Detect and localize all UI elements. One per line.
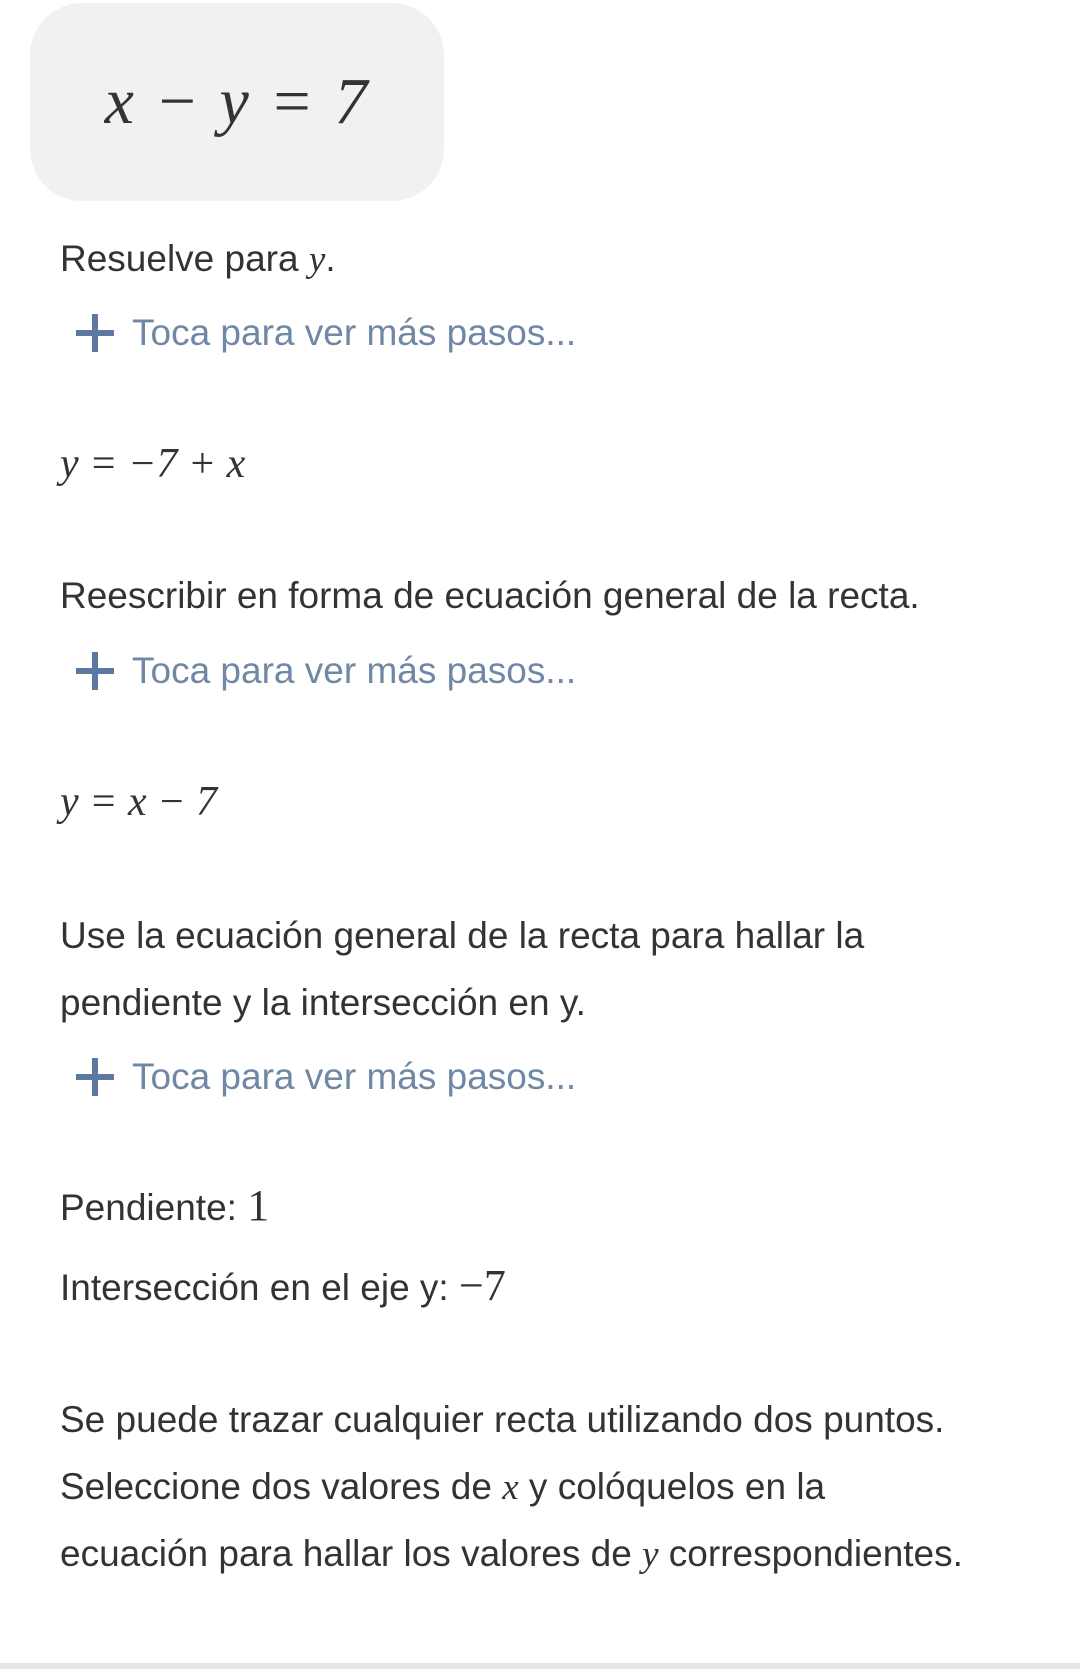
intercept-result bbox=[60, 1260, 506, 1311]
step-1-instruction-suffix: . bbox=[325, 238, 336, 279]
problem-equation: x − y = 7 bbox=[104, 65, 370, 138]
slope-result bbox=[60, 1180, 269, 1231]
slope-value: 1 bbox=[247, 1181, 270, 1230]
step-3-expand-button[interactable] bbox=[76, 1056, 576, 1098]
bottom-divider bbox=[0, 1663, 1080, 1669]
final-line-3-var: y bbox=[642, 1534, 659, 1575]
step-1-result: y = −7 + x bbox=[60, 441, 246, 487]
step-2-expand-button[interactable] bbox=[76, 650, 576, 692]
intercept-value: −7 bbox=[459, 1261, 506, 1310]
step-3-expand-label: Toca para ver más pasos... bbox=[132, 1056, 577, 1097]
step-2-expand-label: Toca para ver más pasos... bbox=[132, 650, 577, 691]
problem-card bbox=[30, 3, 444, 201]
final-text-line-3 bbox=[60, 1518, 963, 1591]
final-text-line-1: Se puede trazar cualquier recta utilizando dos puntos. bbox=[60, 1399, 945, 1440]
final-line-3-prefix: ecuación para hallar los valores de bbox=[60, 1533, 643, 1574]
step-3-instruction-line-1: Use la ecuación general de la recta para hallar la bbox=[60, 915, 865, 956]
final-line-2-suffix: y colóquelos en la bbox=[518, 1466, 826, 1507]
step-1-instruction-text: Resuelve para bbox=[60, 238, 309, 279]
step-3-instruction-line-2: pendiente y la intersección en y. bbox=[60, 982, 586, 1023]
final-line-2-var: x bbox=[502, 1467, 519, 1508]
step-2-instruction: Reescribir en forma de ecuación general de la recta. bbox=[60, 575, 920, 616]
final-line-2-prefix: Seleccione dos valores de bbox=[60, 1466, 503, 1507]
plus-icon bbox=[76, 314, 114, 352]
final-line-3-suffix: correspondientes. bbox=[658, 1533, 963, 1574]
final-text-line-2 bbox=[60, 1451, 825, 1524]
intercept-label: Intersección en el eje y: bbox=[60, 1267, 459, 1308]
plus-icon bbox=[76, 652, 114, 690]
step-1-instruction bbox=[60, 223, 336, 296]
step-1-instruction-var: y bbox=[308, 239, 326, 280]
step-1-expand-label: Toca para ver más pasos... bbox=[132, 312, 577, 353]
step-2-result: y = x − 7 bbox=[60, 779, 217, 825]
slope-label: Pendiente: bbox=[60, 1187, 248, 1228]
step-1-expand-button[interactable] bbox=[76, 312, 576, 354]
plus-icon bbox=[76, 1058, 114, 1096]
